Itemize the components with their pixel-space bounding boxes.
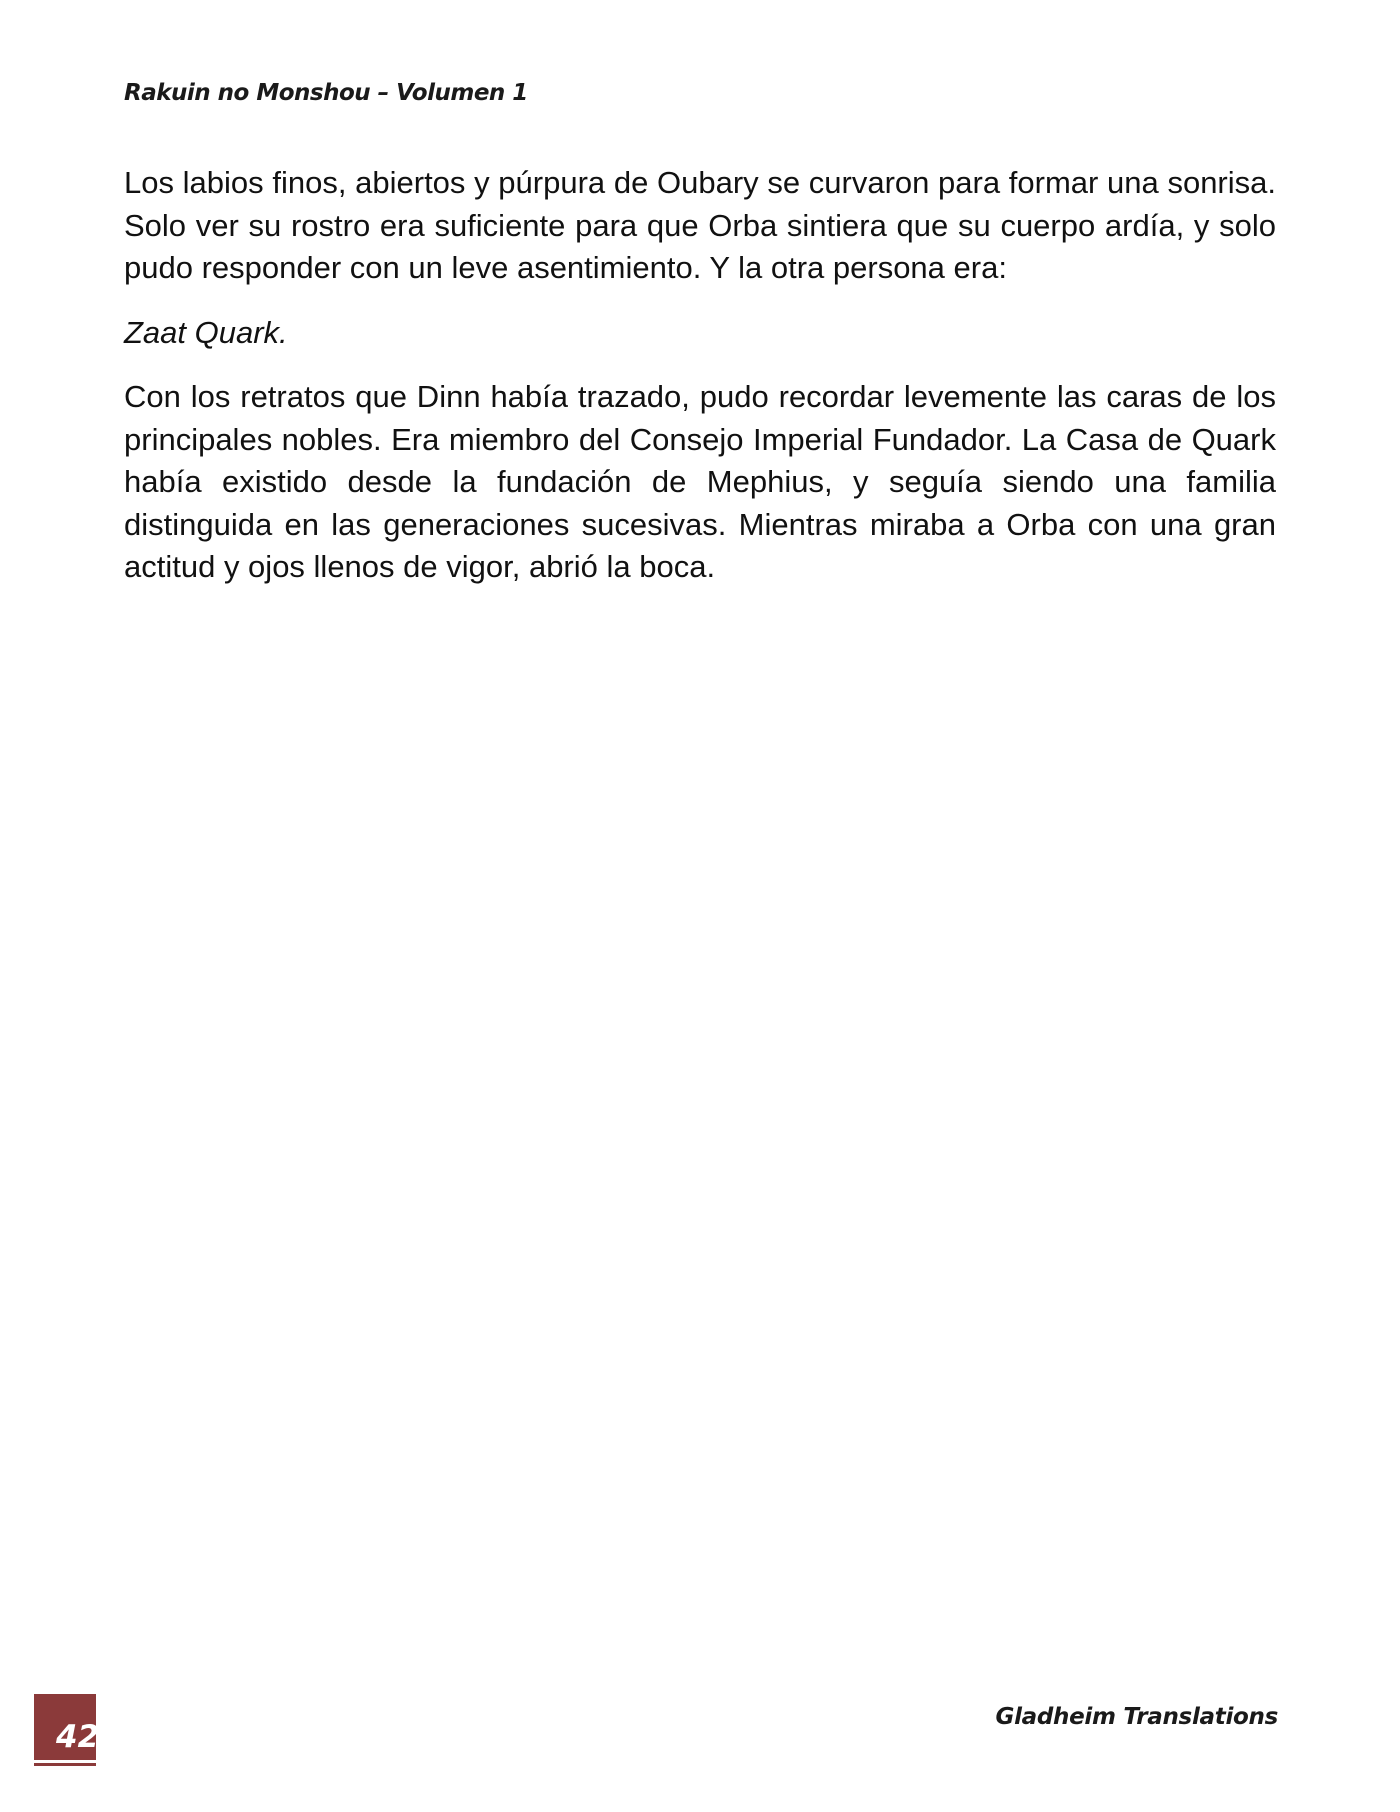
page-number: 42 <box>56 1719 100 1755</box>
body-text <box>124 162 1276 611</box>
paragraph-2: Zaat Quark. <box>124 314 288 350</box>
running-footer: Gladheim Translations <box>995 1704 1278 1730</box>
paragraph-1: Los labios finos, abiertos y púrpura de Oubary se curvaron para formar una sonrisa. Solo ver su rostro era suficiente para que Orba sintiera que su cuerpo ardía, y solo pudo responder con un leve asentimiento. Y la otra persona era: <box>124 165 1276 285</box>
page-number-rule <box>34 1760 96 1763</box>
running-header: Rakuin no Monshou – Volumen 1 <box>124 80 528 106</box>
paragraph-3: Con los retratos que Dinn había trazado, pudo recordar levemente las caras de los principales nobles. Era miembro del Consejo Imperial Fundador. La Casa de Quark había existido desde la fundación de Mephius, y seguía siendo una familia distinguida en las generaciones sucesivas. Mientras miraba a Orba con una gran actitud y ojos llenos de vigor, abrió la boca. <box>124 379 1276 584</box>
